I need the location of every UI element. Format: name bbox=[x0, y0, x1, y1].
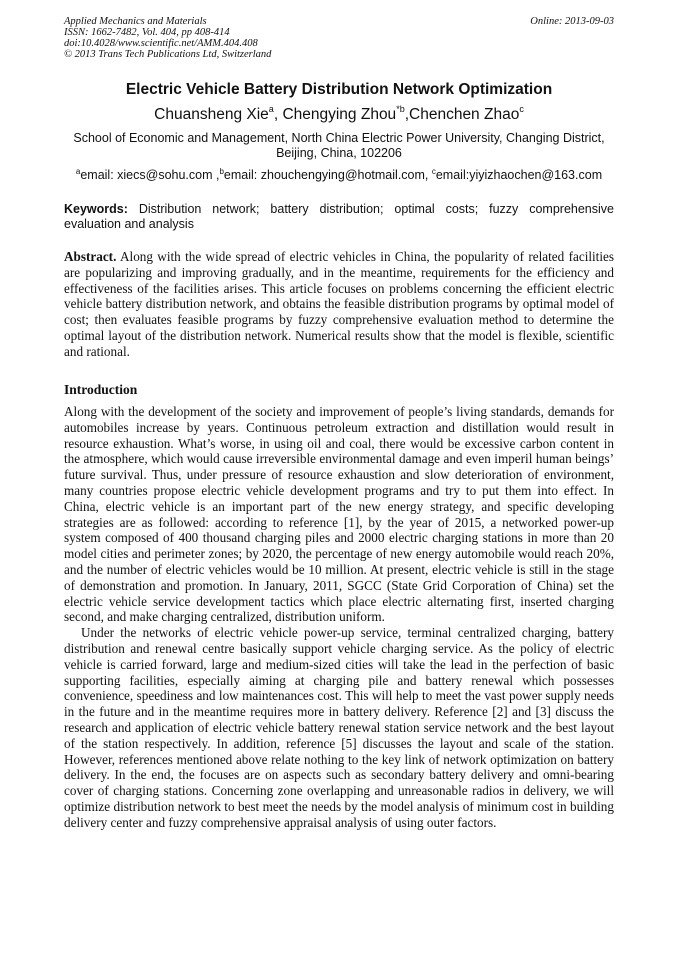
keywords-label: Keywords: bbox=[64, 202, 128, 216]
abstract bbox=[64, 249, 614, 360]
author-name: Chenchen Zhao bbox=[409, 106, 520, 123]
author-affil-mark: c bbox=[519, 104, 524, 114]
separator: , bbox=[273, 106, 283, 123]
paragraph: Under the networks of electric vehicle power-up service, terminal centralized charging, battery distribution and renewal centre basically support vehicle charging service. As the policy of electric vehicle is carried forward, large and medium-sized cities will take the lead in the perfection of basic supporting facilities, especially aiming at charging pile and battery renewal which possesses convenience, speediness and low maintenances cost. This will help to meet the vast power supply needs in the future and in the meantime requires more in battery delivery. Reference [2] and [3] discuss the research and application of electric vehicle battery renewal station service network and the best layout of the station respectively. In addition, reference [5] discusses the layout and scale of the station. However, references mentioned above relate nothing to the key link of network optimization on battery delivery. In the end, the focuses are on aspects such as secondary battery delivery and omni-bearing cover of charging stations. Concerning zone overlapping and unreasonable radios in delivery, we will optimize distribution network to best meet the needs by the model analysis of minimum cost in building delivery center and fuzzy comprehensive appraisal analysis of using outer factors. bbox=[64, 625, 614, 830]
author-name: Chuansheng Xie bbox=[154, 106, 269, 123]
author-emails bbox=[0, 167, 678, 182]
author-list bbox=[0, 104, 678, 124]
paper-title: Electric Vehicle Battery Distribution Network Optimization bbox=[125, 81, 553, 98]
separator: , bbox=[404, 106, 410, 123]
keywords-text: Distribution network; battery distribution; optimal costs; fuzzy comprehensive evaluation and analysis bbox=[64, 202, 614, 231]
email-c: email:yiyizhaochen@163.com bbox=[435, 168, 603, 182]
abstract-text: Along with the wide spread of electric vehicles in China, the popularity of related facilities are popularizing and improving gradually, and in the meantime, requirements for the efficiency and effectiveness of the facilities arises. This article focuses on problems concerning the efficient electric vehicle battery distribution network, and obtains the feasible distribution programs by optimal model of cost; then evaluates feasible programs by fuzzy comprehensive evaluation method to determine the optimal layout of the distribution network. Numerical results show that the model is flexible, scientific and rational. bbox=[64, 249, 614, 359]
email-mark: c bbox=[431, 167, 436, 176]
paragraph: Along with the development of the society and improvement of people’s living standards, demands for automobiles increase by years. Continuous petroleum extraction and distillation would result in resource exhaustion. What’s worse, in using oil and coal, there would be excessive carbon content in the atmosphere, which would cause irreversible environmental damage and even imperil human beings’ future survival. Thus, under pressure of resource exhaustion and slow deterioration of environment, many countries propose electric vehicle development programs and try to put them into effect. In China, electric vehicle is an important part of the new energy strategy, and specific developing strategies are as followed: according to reference [1], by the year of 2015, a networked power-up system composed of 400 thousand charging piles and 2000 electric charging stations in more than 20 model cities and perimeter zones; by 2020, the percentage of new energy automobile would reach 20%, and the number of electric vehicles would be 10 million. At present, electric vehicle is still in the stage of demonstration and promotion. In January, 2011, SGCC (State Grid Corporation of China) set the electric vehicle service development tactics which place electric alternating first, inserted charging second, and make charging centralized, distribution uniform. bbox=[64, 404, 614, 625]
affiliation: School of Economic and Management, North China Electric Power University, Changing District, Beijing, China, 102206 bbox=[73, 131, 605, 160]
author-name: Chengying Zhou bbox=[282, 106, 397, 123]
journal-info bbox=[64, 16, 271, 60]
copyright-line: © 2013 Trans Tech Publications Ltd, Switzerland bbox=[64, 49, 272, 60]
keywords bbox=[64, 202, 614, 232]
author-affil-mark: a bbox=[268, 104, 274, 114]
email-b: email: zhouchengying@hotmail.com, bbox=[223, 168, 432, 182]
introduction-body bbox=[64, 404, 614, 831]
section-heading-introduction: Introduction bbox=[64, 382, 138, 397]
online-date: Online: 2013-09-03 bbox=[530, 16, 614, 27]
author-affil-mark: *b bbox=[396, 104, 405, 114]
abstract-label: Abstract. bbox=[64, 249, 117, 264]
email-a: email: xiecs@sohu.com , bbox=[80, 168, 220, 182]
email-mark: a bbox=[75, 167, 81, 176]
email-mark: b bbox=[219, 167, 224, 176]
doi-line: doi:10.4028/www.scientific.net/AMM.404.408 bbox=[64, 38, 258, 49]
journal-name: Applied Mechanics and Materials bbox=[64, 16, 207, 27]
issn-line: ISSN: 1662-7482, Vol. 404, pp 408-414 bbox=[64, 27, 230, 38]
